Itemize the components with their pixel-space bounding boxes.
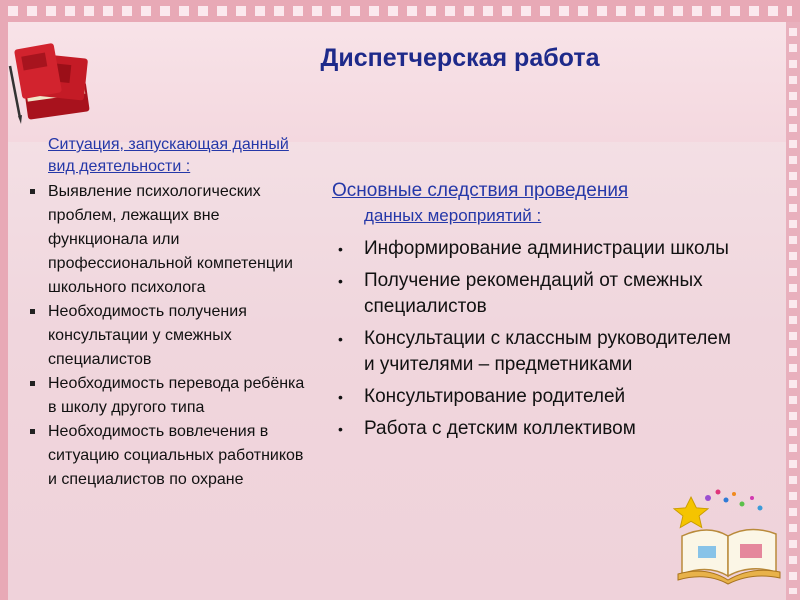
list-item: Необходимость получения консультации у смежных специалистов bbox=[28, 300, 314, 372]
books-icon bbox=[4, 36, 104, 126]
left-list bbox=[28, 180, 314, 492]
bullet-icon: • bbox=[338, 273, 343, 289]
bullet-icon: • bbox=[338, 389, 343, 405]
bullet-icon: • bbox=[338, 421, 343, 437]
right-list bbox=[332, 236, 742, 442]
page-title: Диспетчерская работа bbox=[320, 44, 600, 72]
list-item: • Информирование администрации школы bbox=[332, 236, 742, 262]
bullet-icon: • bbox=[338, 331, 343, 347]
right-heading[interactable]: Основные следствия проведения данных мероприятий : bbox=[332, 180, 629, 225]
square-bullet-icon bbox=[30, 309, 35, 314]
right-border-strip bbox=[786, 22, 800, 600]
square-bullet-icon bbox=[30, 189, 35, 194]
list-item: • Работа с детским коллективом bbox=[332, 416, 742, 442]
left-column bbox=[28, 134, 314, 600]
list-item: Выявление психологических проблем, лежащих вне функционала или профессиональной компетенции школьного психолога bbox=[28, 180, 314, 300]
top-border-strip bbox=[0, 0, 800, 22]
square-bullet-icon bbox=[30, 429, 35, 434]
header-band bbox=[8, 22, 786, 142]
bullet-icon: • bbox=[338, 241, 343, 257]
right-column bbox=[332, 178, 742, 448]
list-item: Необходимость вовлечения в ситуацию социальных работников и специалистов по охране bbox=[28, 420, 314, 492]
list-item: • Консультирование родителей bbox=[332, 384, 742, 410]
list-item: • Получение рекомендаций от смежных специалистов bbox=[338, 270, 703, 317]
square-bullet-icon bbox=[30, 381, 35, 386]
left-heading[interactable]: Ситуация, запускающая данный вид деятельности : bbox=[48, 136, 289, 175]
list-item: Необходимость перевода ребёнка в школу другого типа bbox=[28, 372, 314, 420]
open-book-icon bbox=[668, 486, 788, 586]
list-item: • Консультации с классным руководителем и учителями – предметниками bbox=[338, 328, 731, 375]
